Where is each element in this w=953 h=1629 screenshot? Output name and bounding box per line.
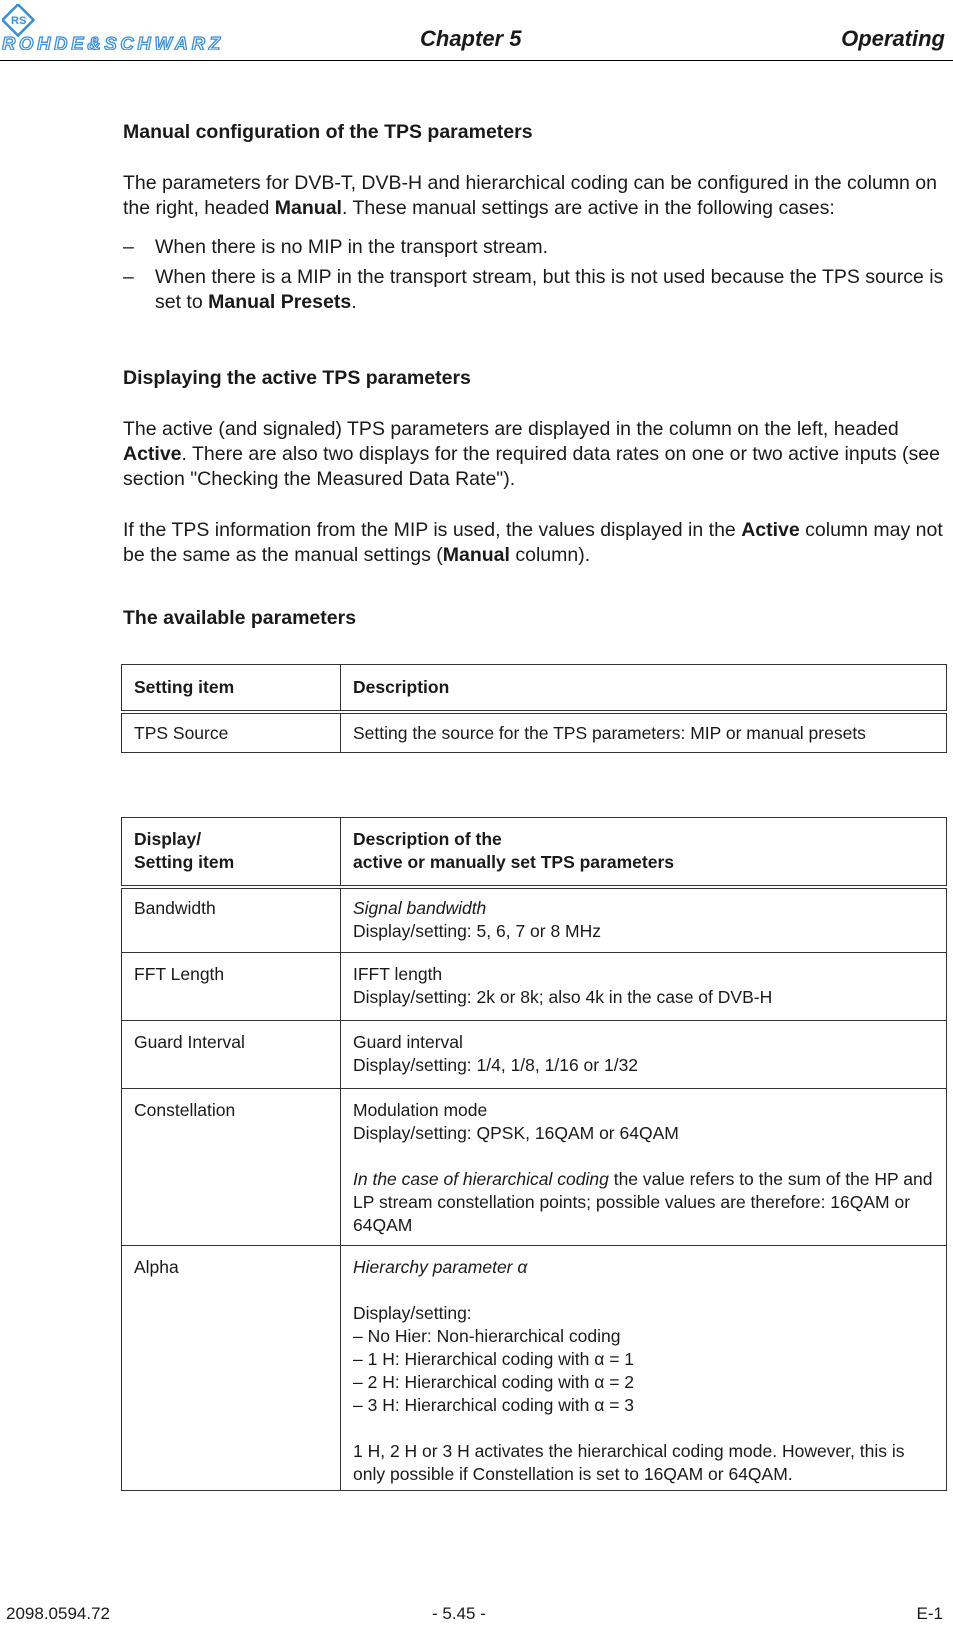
cell-description: Guard interval Display/setting: 1/4, 1/8, 1/16 or 1/32 bbox=[341, 1021, 947, 1089]
rs-diamond-icon bbox=[2, 4, 226, 50]
manual-config-heading: Manual configuration of the TPS parameters bbox=[123, 121, 533, 143]
table-row bbox=[122, 712, 947, 753]
table-row-bandwidth bbox=[122, 887, 947, 953]
cell-description: IFFT length Display/setting: 2k or 8k; also 4k in the case of DVB-H bbox=[341, 953, 947, 1021]
active-tps-section bbox=[123, 366, 947, 568]
available-parameters-section bbox=[123, 606, 947, 631]
logo-wordmark: ROHDE&SCHWARZ bbox=[2, 33, 220, 50]
cell-description: Modulation mode Display/setting: QPSK, 16QAM or 64QAM In the case of hierarchical coding the value refers to the sum of the HP and LP stream constellation points; possible values are therefore: 16QAM or 64QAM bbox=[341, 1089, 947, 1246]
table-row-constellation bbox=[122, 1089, 947, 1246]
manual-config-paragraph: The parameters for DVB-T, DVB-H and hierarchical coding can be configured in the column on the right, headed Manual. These manual settings are active in the following cases: bbox=[123, 172, 937, 219]
table-row-fft-length bbox=[122, 953, 947, 1021]
rohde-schwarz-logo bbox=[2, 4, 226, 50]
active-tps-paragraph-1: The active (and signaled) TPS parameters are displayed in the column on the left, headed Active. There are also two displays for the required data rates on one or two active inputs (see section "Checking the Measured Data Rate"). bbox=[123, 418, 940, 490]
table-header-description: Description bbox=[341, 665, 947, 712]
manual-config-section bbox=[123, 120, 947, 315]
table-row-guard-interval bbox=[122, 1021, 947, 1089]
footer-page-number: - 5.45 - bbox=[432, 1604, 486, 1623]
cell-item: Alpha bbox=[122, 1246, 341, 1491]
cell-description: Signal bandwidth Display/setting: 5, 6, 7 or 8 MHz bbox=[341, 887, 947, 953]
setting-table bbox=[121, 664, 947, 753]
header-divider bbox=[0, 60, 953, 61]
available-parameters-heading: The available parameters bbox=[123, 607, 357, 629]
list-item: – When there is a MIP in the transport stream, but this is not used because the TPS source is set to Manual Presets. bbox=[123, 266, 944, 313]
svg-text:RS: RS bbox=[11, 15, 27, 27]
table-header-setting-item: Setting item bbox=[122, 665, 341, 712]
footer-doc-number: 2098.0594.72 bbox=[6, 1604, 110, 1623]
cell-item: Bandwidth bbox=[122, 887, 341, 953]
list-item: – When there is no MIP in the transport stream. bbox=[123, 236, 549, 258]
footer-revision: E-1 bbox=[916, 1604, 943, 1623]
active-tps-paragraph-2: If the TPS information from the MIP is used, the values displayed in the Active column may not be the same as the manual settings (Manual column). bbox=[123, 519, 943, 566]
cell-description: Hierarchy parameter α Display/setting: – No Hier: Non-hierarchical coding – 1 H: Hierarchical coding with α = 1 – 2 H: Hierarchical coding with α = 2 – 3 H: Hierarchical coding with α = 3 1 H, 2 H or 3 H activates the hierarchical coding mode. However, this is only possible if Constellation is set to 16QAM or 64QAM. bbox=[341, 1246, 947, 1491]
chapter-title: Chapter 5 bbox=[420, 26, 522, 51]
table-header-display-setting-item: Display/ Setting item bbox=[122, 818, 341, 887]
section-title: Operating bbox=[841, 26, 945, 51]
table-header-description-params: Description of the active or manually set TPS parameters bbox=[341, 818, 947, 887]
cell-item: Constellation bbox=[122, 1089, 341, 1246]
table-row-alpha bbox=[122, 1246, 947, 1491]
active-tps-heading: Displaying the active TPS parameters bbox=[123, 367, 471, 389]
cell-item: TPS Source bbox=[122, 712, 341, 753]
parameter-table bbox=[121, 817, 947, 1491]
cell-item: FFT Length bbox=[122, 953, 341, 1021]
cell-item: Guard Interval bbox=[122, 1021, 341, 1089]
cell-description: Setting the source for the TPS parameters: MIP or manual presets bbox=[341, 712, 947, 753]
